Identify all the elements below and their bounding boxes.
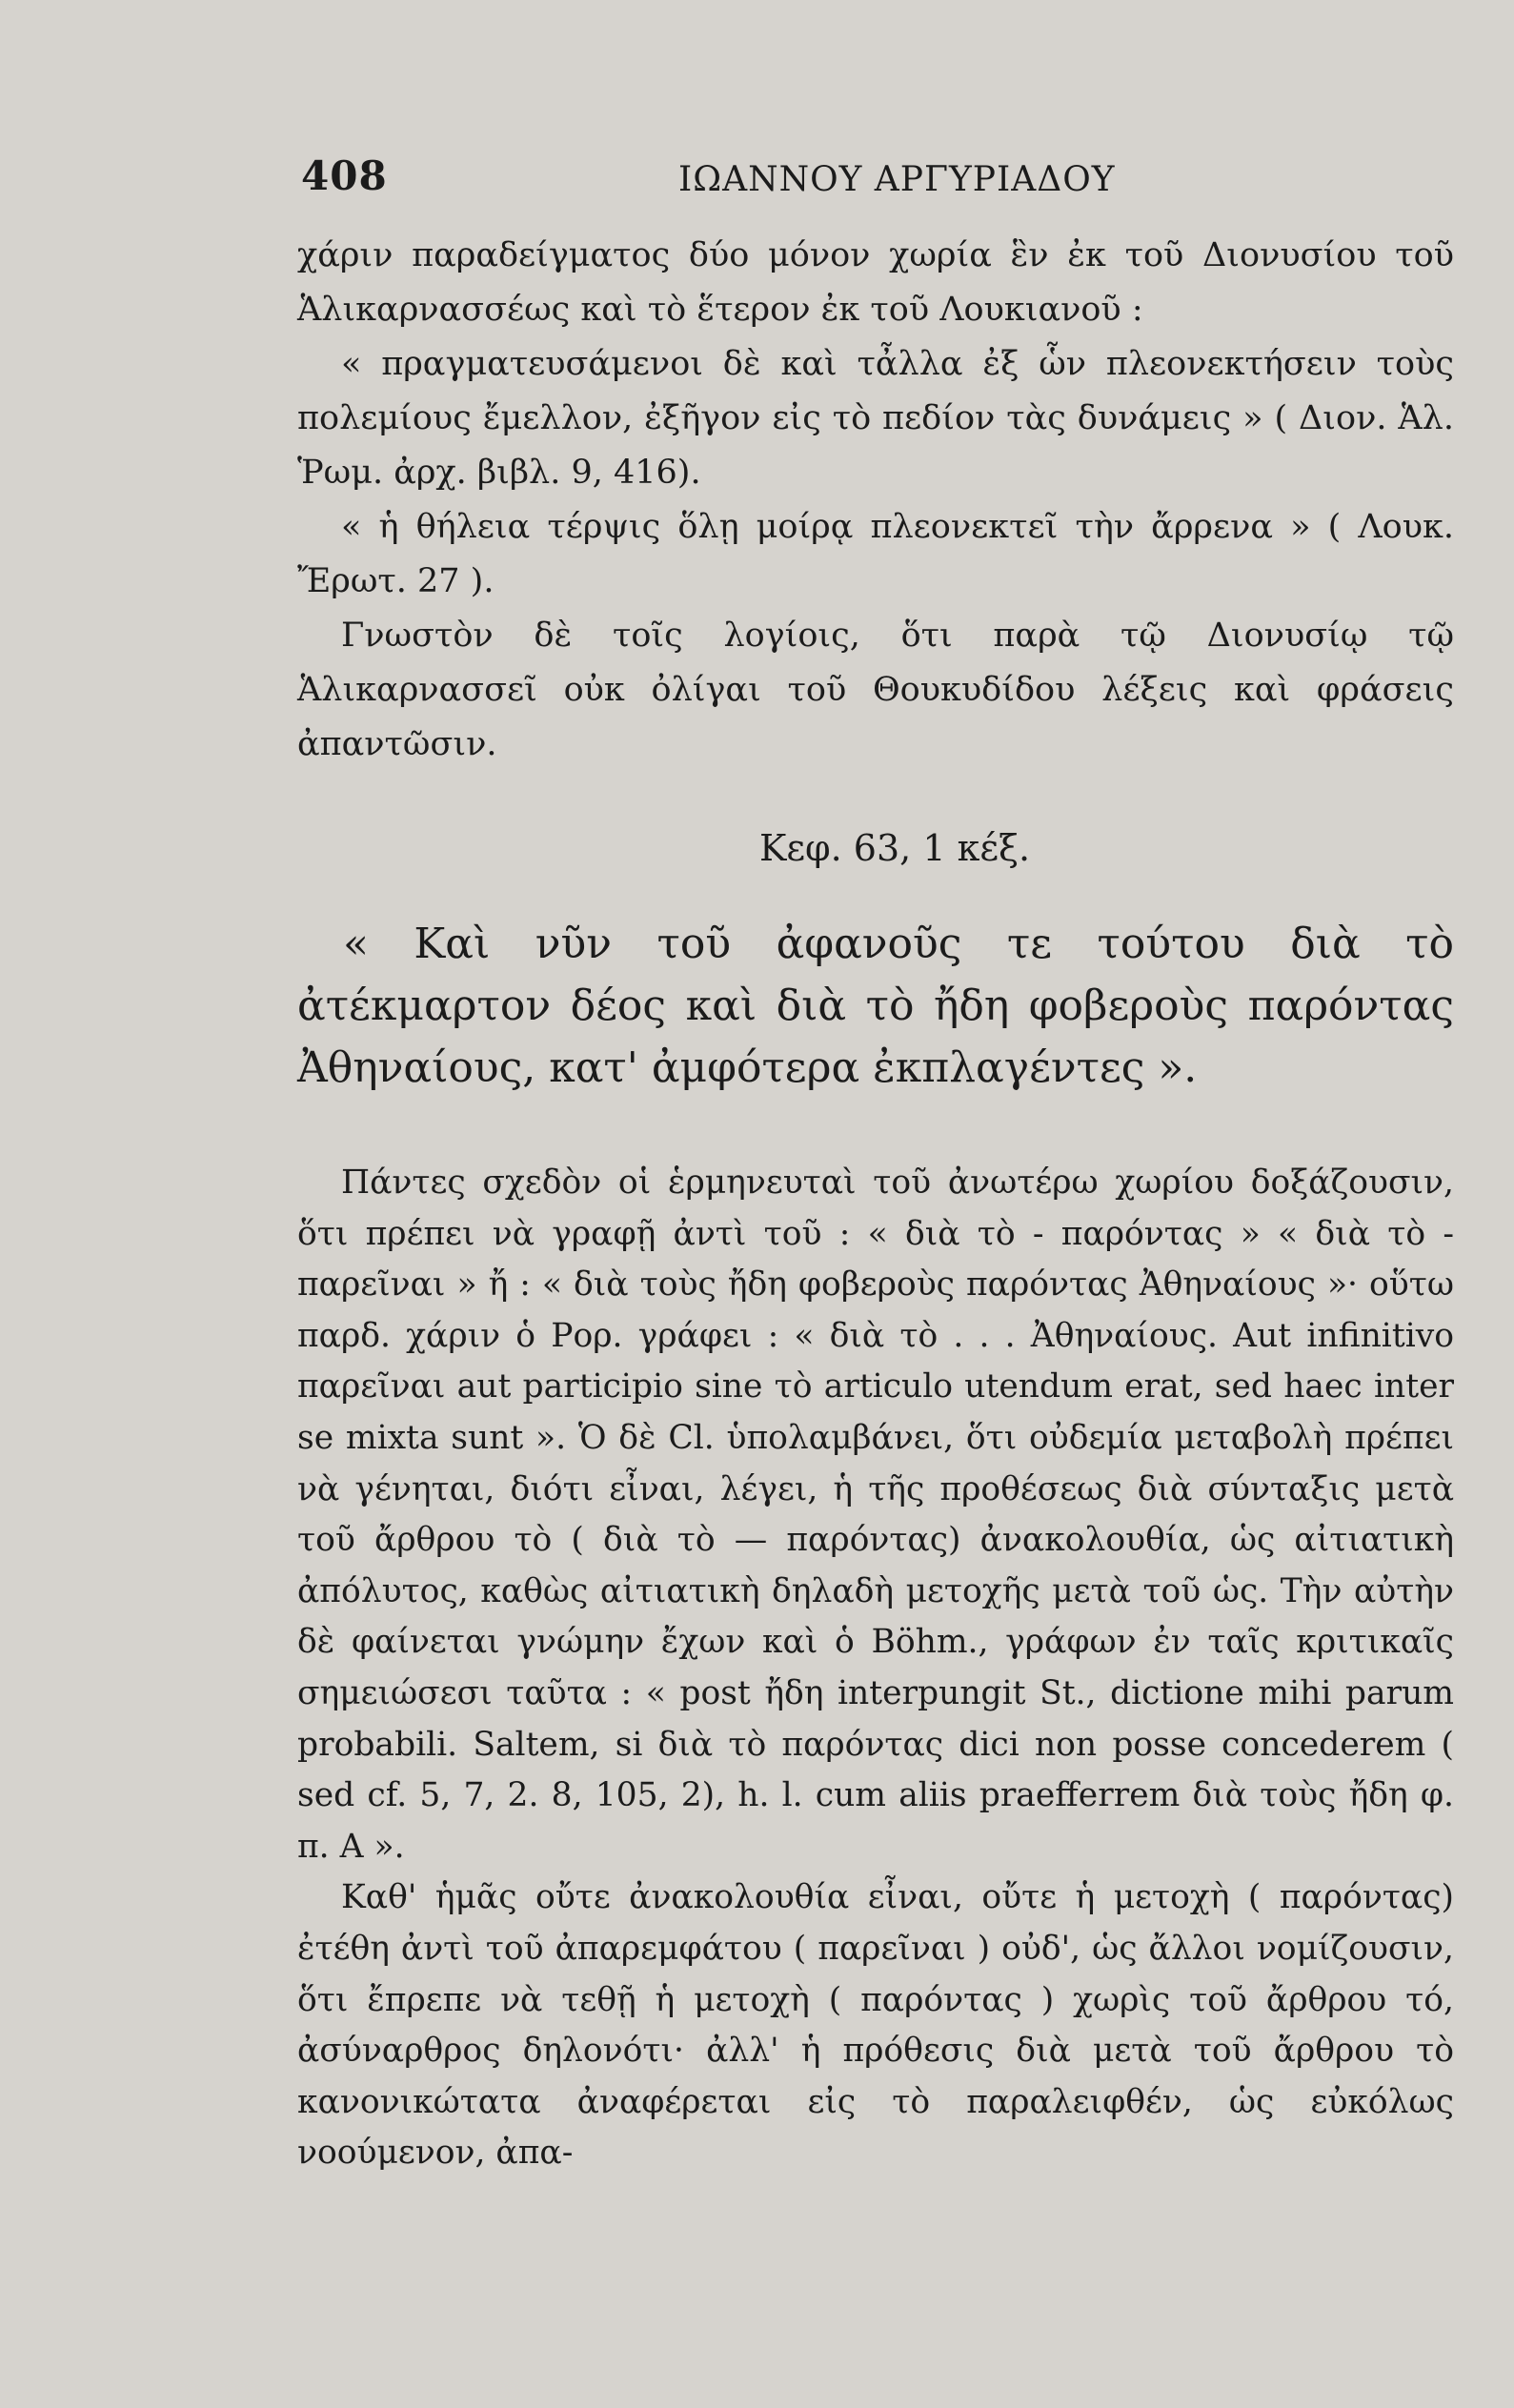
- paragraph-intro: χάριν παραδείγματος δύο μόνον χωρία ἓν ἐκ τοῦ Διονυσίου τοῦ Ἁλικαρνασσέως καὶ τὸ ἕτερον ἐκ τοῦ Λουκιανοῦ :: [297, 236, 1454, 329]
- page-header: [301, 152, 1456, 210]
- page-body: [297, 229, 1454, 2179]
- page-number: 408: [301, 152, 388, 199]
- commentary-paragraph-2: Καθ' ἡμᾶς οὔτε ἀνακολουθία εἶναι, οὔτε ἡ μετοχὴ ( παρόντας) ἐτέθη ἀντὶ τοῦ ἀπαρεμφάτου ( παρεῖναι ) οὐδ', ὡς ἄλλοι νομίζουσιν, ὅτι ἔπρεπε νὰ τεθῇ ἡ μετοχὴ ( παρόντας ) χωρὶς τοῦ ἄρθρου τό, ἀσύναρθρος δηλονότι· ἀλλ' ἡ πρόθεσις διὰ μετὰ τοῦ ἄρθρου τὸ κανονικώτατα ἀναφέρεται εἰς τὸ παραλειφθέν, ὡς εὐκόλως νοούμενον, ἀπα-: [297, 1878, 1454, 2173]
- section-heading: Κεφ. 63, 1 κέξ.: [758, 827, 1031, 869]
- commentary-paragraph-1: Πάντες σχεδὸν οἱ ἑρμηνευταὶ τοῦ ἀνωτέρω χωρίου δοξάζουσιν, ὅτι πρέπει νὰ γραφῇ ἀντὶ τοῦ : « διὰ τὸ - παρόντας » « διὰ τὸ - παρεῖναι » ἤ : « διὰ τοὺς ἤδη φοβεροὺς παρόντας Ἀθηναίους »· οὕτω παρδ. χάριν ὁ Ρορ. γράφει : « διὰ τὸ . . . Ἀθηναίους. Aut infinitivo παρεῖναι aut participio sine τὸ articulo utendum erat, sed haec inter se mixta sunt ». Ὁ δὲ Cl. ὑπολαμβάνει, ὅτι οὐδεμία μεταβολὴ πρέπει νὰ γένηται, διότι εἶναι, λέγει, ἡ τῆς προθέσεως διὰ σύνταξις μετὰ τοῦ ἄρθρου τὸ ( διὰ τὸ — παρόντας) ἀνακολουθία, ὡς αἰτιατικὴ ἀπόλυτος, καθὼς αἰτιατικὴ δηλαδὴ μετοχῆς μετὰ τοῦ ὡς. Τὴν αὐτὴν δὲ φαίνεται γνώμην ἔχων καὶ ὁ Böhm., γράφων ἐν ταῖς κριτικαῖς σημειώσεσι ταῦτα : « post ἤδη interpungit St., dictione mihi parum probabili. Saltem, si διὰ τὸ παρόντας dici non posse concederem ( sed cf. 5, 7, 2. 8, 105, 2), h. l. cum aliis praefferrem διὰ τοὺς ἤδη φ. π. Α ».: [297, 1164, 1454, 1866]
- paragraph-known-fact: Γνωστὸν δὲ τοῖς λογίοις, ὅτι παρὰ τῷ Διονυσίῳ τῷ Ἁλικαρνασσεῖ οὐκ ὀλίγαι τοῦ Θουκυδίδου λέξεις καὶ φράσεις ἀπαντῶσιν.: [297, 617, 1454, 763]
- paragraph-dionysius-quote: « πραγματευσάμενοι δὲ καὶ τἆλλα ἐξ ὧν πλεονεκτήσειν τοὺς πολεμίους ἔμελλον, ἐξῆγον εἰς τὸ πεδίον τὰς δυνάμεις » ( Διον. Ἁλ. Ῥωμ. ἀρχ. βιβλ. 9, 416).: [297, 345, 1454, 492]
- paragraph-lucian-quote: « ἡ θήλεια τέρψις ὅλῃ μοίρᾳ πλεονεκτεῖ τὴν ἄρρενα » ( Λουκ. Ἔρωτ. 27 ).: [297, 508, 1454, 600]
- running-head: ΙΩΑΝΝΟΥ ΑΡΓΥΡΙΑΔΟΥ: [678, 160, 1116, 199]
- thucydides-quote: « Καὶ νῦν τοῦ ἀφανοῦς τε τούτου διὰ τὸ ἀτέκμαρτον δέος καὶ διὰ τὸ ἤδη φοβεροὺς παρόντας Ἀθηναίους, κατ' ἀμφότερα ἐκπλαγέντες ».: [297, 920, 1454, 1092]
